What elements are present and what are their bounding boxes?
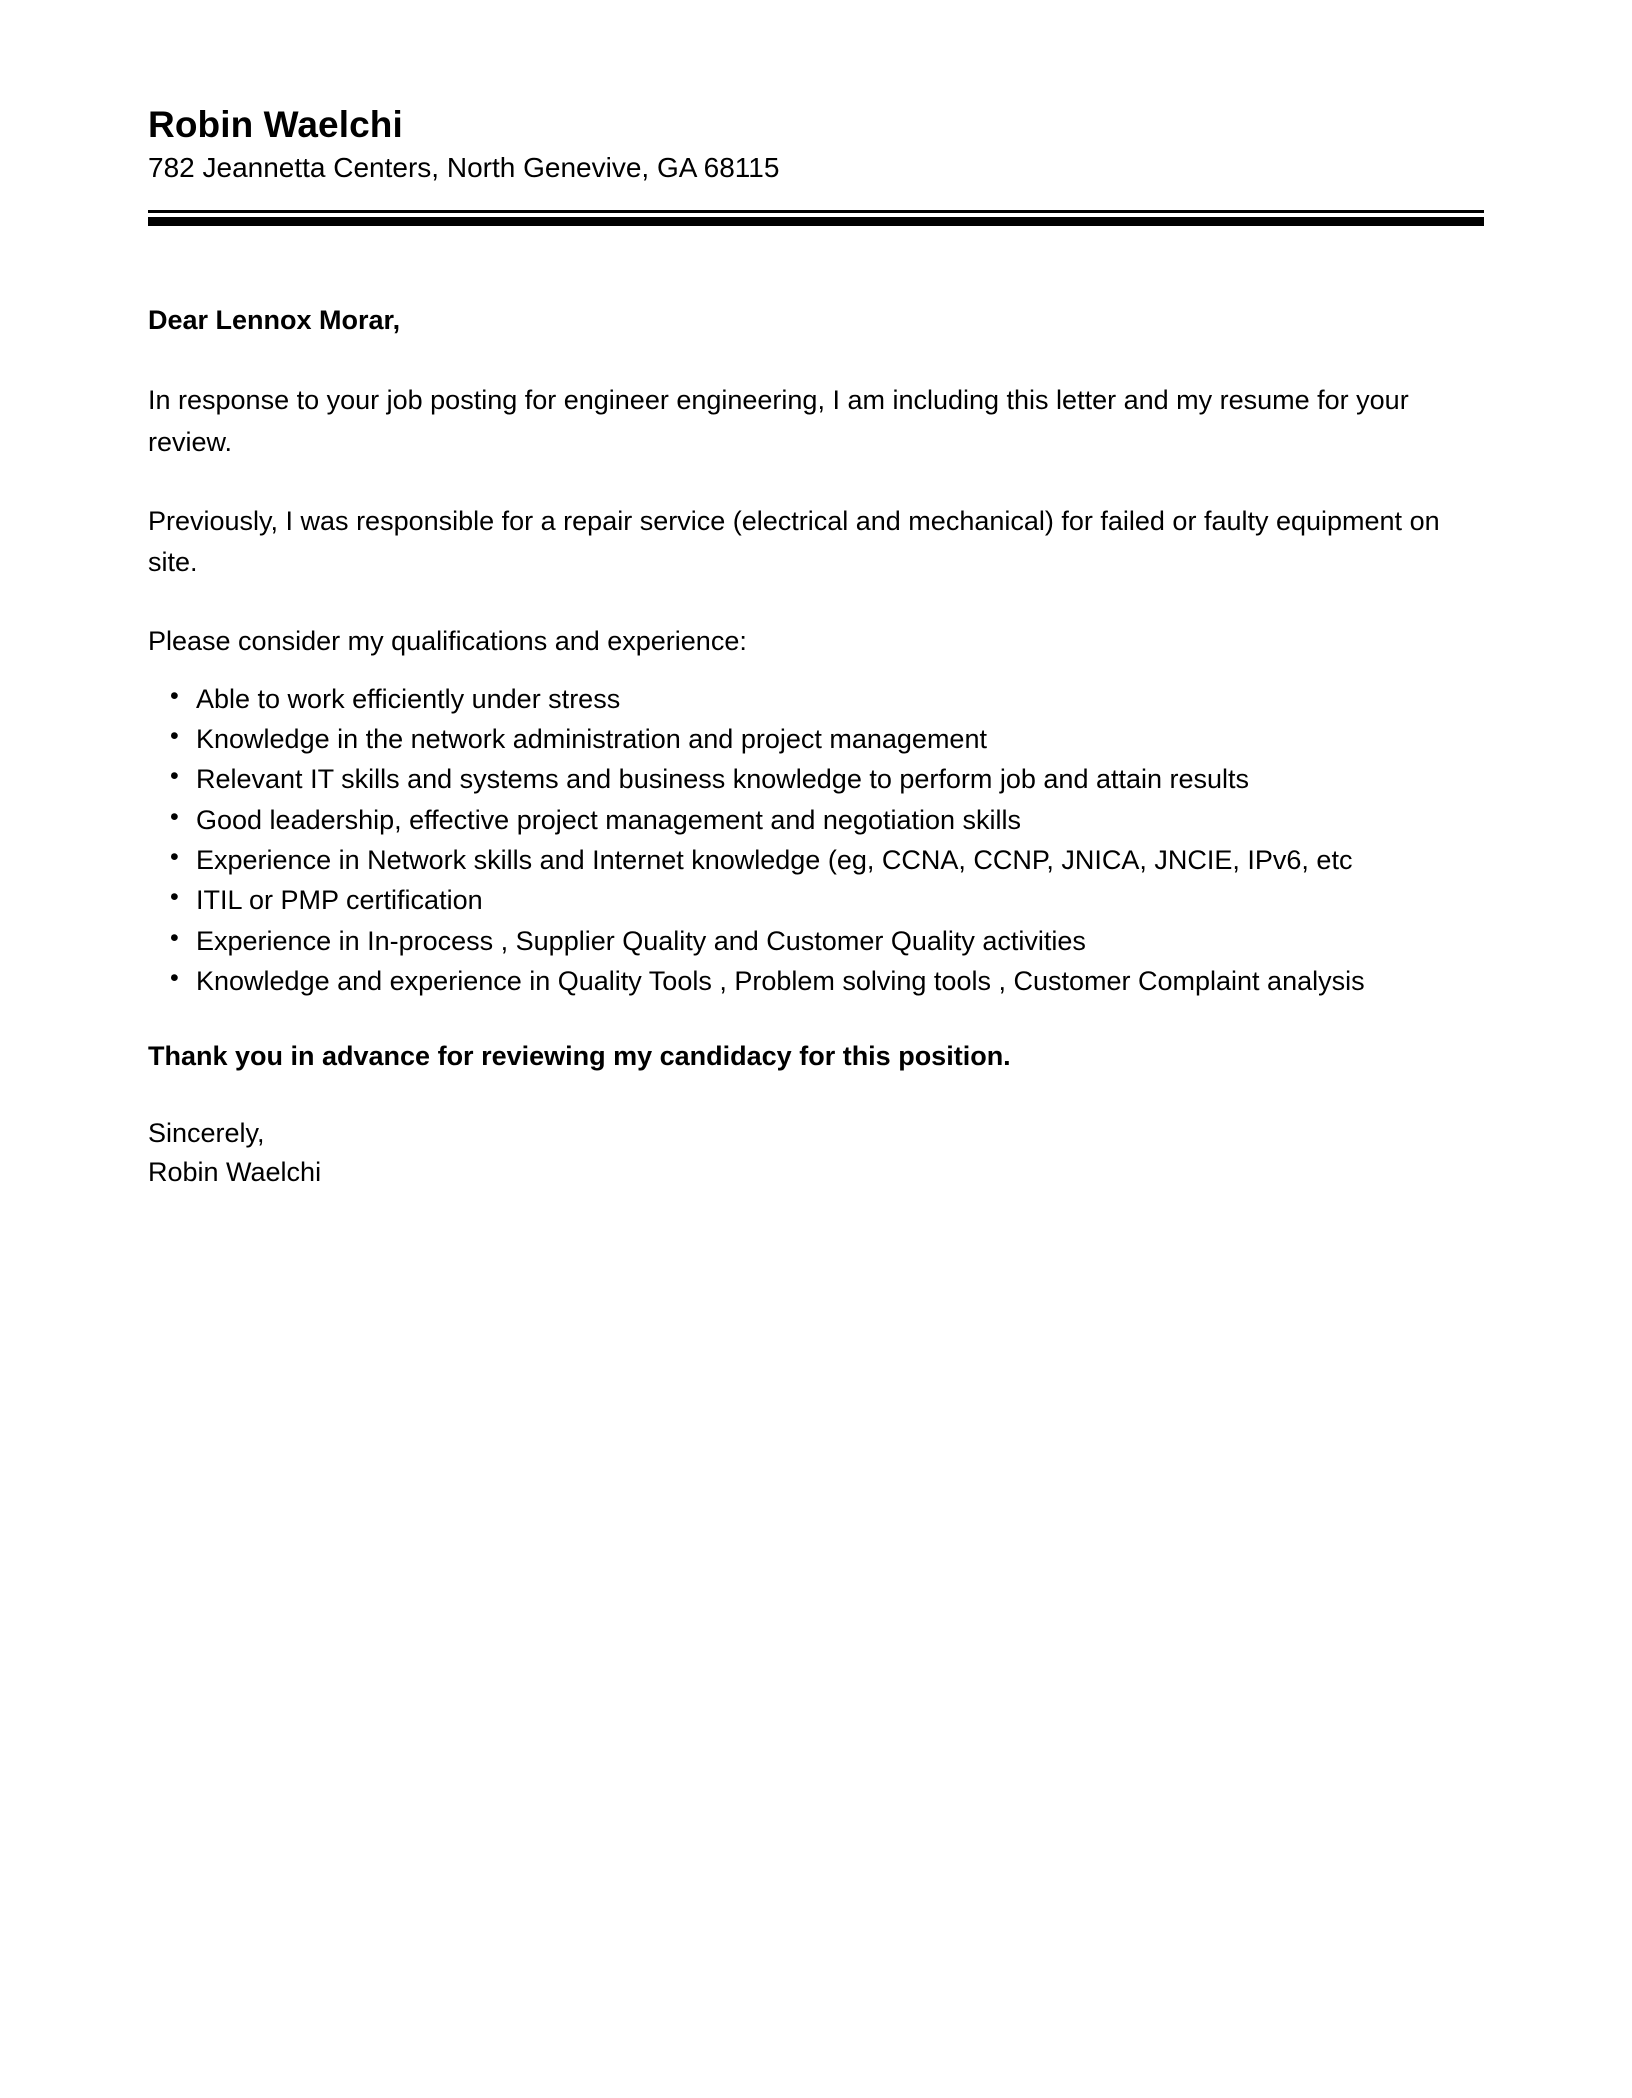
letterhead [148,0,1484,185]
header-divider [148,210,1484,226]
signature-block [148,1114,1484,1192]
list-item: • Experience in Network skills and Internet knowledge (eg, CCNA, CCNP, JNICA, JNCIE, IPv6, etc [148,841,1484,879]
closing-thanks: Thank you in advance for reviewing my candidacy for this position. [148,1041,1011,1072]
candidate-address: 782 Jeannetta Centers, North Genevive, GA 68115 [148,152,780,184]
page-title: Robin Waelchi [148,104,403,145]
document-content [148,0,1484,1192]
signoff-line: Sincerely, [148,1118,265,1149]
list-item: • ITIL or PMP certification [148,881,1484,919]
salutation: Dear Lennox Morar, [148,305,401,336]
divider-rule-thick [148,217,1484,226]
qualifications-list [148,680,1484,1001]
list-item: • Experience in In-process , Supplier Quality and Customer Quality activities [148,922,1484,960]
list-item: • Relevant IT skills and systems and business knowledge to perform job and attain results [148,760,1484,798]
list-item: • Able to work efficiently under stress [148,680,1484,718]
qualifications-lead-in: Please consider my qualifications and experience: [148,625,747,656]
body-paragraph-1: In response to your job posting for engineer engineering, I am including this letter and my resume for your review. [148,385,1409,457]
list-item: • Knowledge and experience in Quality Tools , Problem solving tools , Customer Complaint analysis [148,962,1484,1000]
list-item: • Knowledge in the network administration and project management [148,720,1484,758]
body-paragraph-2: Previously, I was responsible for a repair service (electrical and mechanical) for failed or faulty equipment on site. [148,505,1440,577]
list-item: • Good leadership, effective project management and negotiation skills [148,801,1484,839]
signature-name: Robin Waelchi [148,1157,322,1188]
letter-body [148,302,1484,1192]
